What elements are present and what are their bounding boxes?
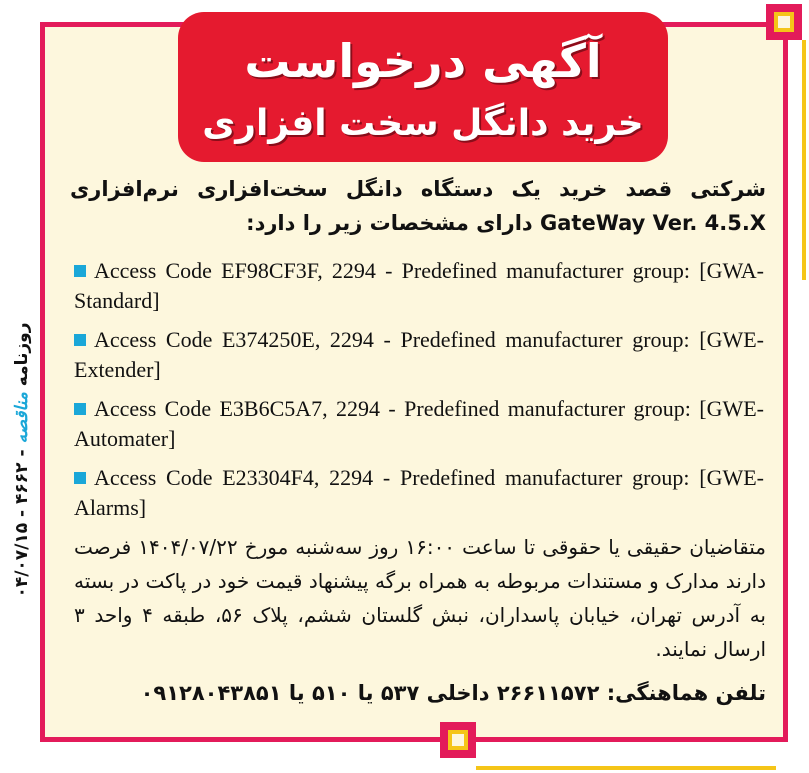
intro-paragraph [70,172,766,240]
issue-info: - ۴۶۶۲ - ۰۴/۰۷/۱۵ [12,449,32,598]
submission-details: متقاضیان حقیقی یا حقوقی تا ساعت ۱۶:۰۰ روز سه‌شنبه مورخ ۱۴۰۴/۰۷/۲۲ فرصت دارند مدارک و مستندات مربوطه به همراه برگه پیشنهاد قیمت خود در پاکت در بسته به آدرس تهران، خیابان پاسداران، نبش گلستان ششم، پلاک ۵۶، طبقه ۴ واحد ۳ ارسال نمایند. [74,535,766,661]
ad-title: آگهی درخواست [244,34,602,88]
decorative-line-bottom [476,766,776,770]
bullet-square-icon [74,403,86,415]
intro-end: دارای مشخصات زیر را دارد: [246,211,533,235]
newspaper-prefix: روزنامه [12,322,32,387]
newspaper-credit [4,300,40,620]
product-name: GateWay Ver. 4.5.X [540,211,766,235]
contact-phone: تلفن هماهنگی: ۲۶۶۱۱۵۷۲ داخلی ۵۳۷ یا ۵۱۰ یا ۰۹۱۲۸۰۴۳۸۵۱ [140,681,766,705]
spec-item: Access Code EF98CF3F, 2294 - Predefined manufacturer group: [GWA-Standard] [74,258,764,313]
spec-item: Access Code E374250E, 2294 - Predefined manufacturer group: [GWE-Extender] [74,327,764,382]
ad-subtitle: خرید دانگل سخت افزاری [202,103,644,144]
decorative-square-bottom [440,722,476,758]
intro-text: شرکتی قصد خرید یک دستگاه دانگل سخت‌افزاری نرم‌افزاری [70,177,766,201]
decorative-line-top [802,40,806,280]
decorative-square-top [766,4,802,40]
ad-header [178,12,668,162]
bullet-square-icon [74,334,86,346]
spec-item: Access Code E3B6C5A7, 2294 - Predefined manufacturer group: [GWE-Automater] [74,396,764,451]
newspaper-brand: مناقصه [12,392,32,444]
spec-item: Access Code E23304F4, 2294 - Predefined manufacturer group: [GWE-Alarms] [74,465,764,520]
spec-list [74,256,764,532]
bullet-square-icon [74,265,86,277]
bullet-square-icon [74,472,86,484]
